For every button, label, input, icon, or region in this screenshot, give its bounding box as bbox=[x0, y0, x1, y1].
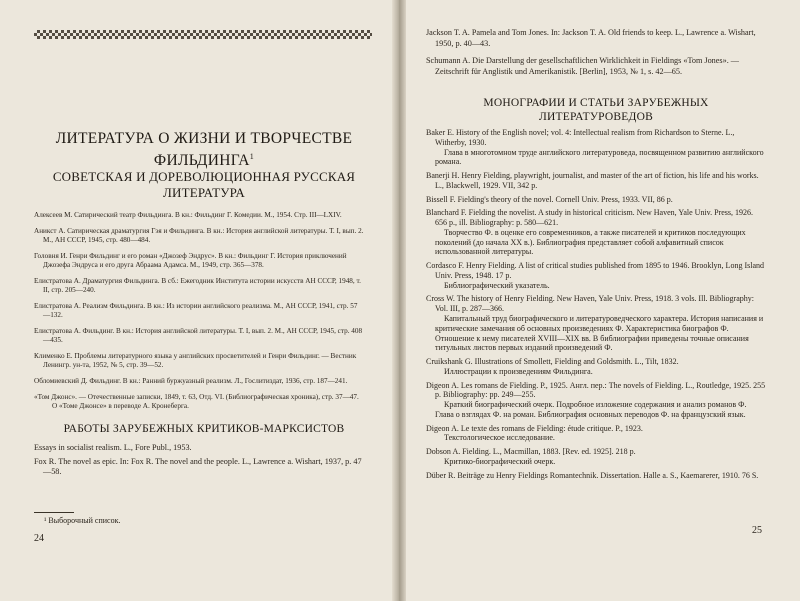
bib-annotation: Библиографический указатель. bbox=[444, 280, 550, 290]
main-heading: ЛИТЕРАТУРА О ЖИЗНИ И ТВОРЧЕСТВЕ ФИЛЬДИНГА$^1$ bbox=[55, 130, 353, 170]
bibliography-list-monographs bbox=[426, 128, 766, 485]
bib-entry: «Том Джонс». — Отечественные записки, 1849, т. 63, Отд. VI. (Библиографическая хроника), стр. 37—47. О «Томе Джонсе» в переводе А. Кронеберга. bbox=[34, 393, 364, 411]
bib-entry: Cordasco F. Henry Fielding. A list of critical studies published from 1895 to 1946. Brooklyn, Long Island Univ. Press, 1948. 17 p. Библиографический указатель. bbox=[426, 261, 764, 290]
bibliography-list-marxist bbox=[34, 443, 364, 485]
page-number-left: 24 bbox=[34, 533, 44, 544]
bib-entry: Banerji H. Henry Fielding, playwright, journalist, and master of the art of fiction, his life and his works. L., Blackwell, 1929. VII, 342 p. bbox=[426, 171, 759, 190]
bib-entry: Клименко Е. Проблемы литературного языка у английских просветителей и Генри Фильдинг. — Вестник Ленингр. ун-та, 1952, № 5, стр. 39—52. bbox=[34, 352, 357, 369]
bib-annotation: Глава в многотомном труде английского литературоведа, посвященном развитию английского романа. bbox=[435, 147, 764, 167]
footnote: ¹ Выборочный список. bbox=[44, 516, 121, 525]
bib-entry: Baker E. History of the English novel; vol. 4: Intellectual realism from Richardson to Sterne. L., Witherby, 1930. Глава в многотомном труде английского литературоведа, посвященном развитию английского романа. bbox=[426, 128, 766, 167]
bib-annotation: Иллюстрации к произведениям Фильдинга. bbox=[444, 366, 593, 376]
bib-entry: Bissell F. Fielding's theory of the novel. Cornell Univ. Press, 1933. VII, 86 p. bbox=[426, 194, 673, 204]
bib-entry: Blanchard F. Fielding the novelist. A study in historical criticism. New Haven, Yale Univ. Press, 1926. 656 p., ill. Bibliography: p. 580—621. Творчество Ф. в оценке его современников, а также писателей и критиков последующих поколений (до начала XX в.). Библиография представляет собой алфавитный список использованной литературы. bbox=[426, 208, 766, 257]
bib-entry: Обломиевский Д. Фильдинг. В кн.: Ранний буржуазный реализм. Л., Гослитиздат, 1936, стр. 187—241. bbox=[34, 377, 348, 385]
bib-entry: Головня И. Генри Фильдинг и его роман «Джозеф Эндрус». В кн.: Фильдинг Г. История приключений Джозефа Эндруса и его друга Абраама Адамса. М., 1949, стр. 365—378. bbox=[34, 252, 347, 269]
footnote-rule bbox=[34, 512, 74, 513]
section-heading-monographs: МОНОГРАФИИ И СТАТЬИ ЗАРУБЕЖНЫХ ЛИТЕРАТУРОВЕДОВ bbox=[483, 97, 709, 123]
bib-entry: Елистратова А. Драматургия Фильдинга. В сб.: Ежегодник Института истории искусств АН СССР, 1948, т. II, стр. 205—240. bbox=[34, 277, 361, 294]
bib-entry: Düber R. Beiträge zu Henry Fieldings Romantechnik. Dissertation. Halle a. S., Kaemarerer, 1910. 76 S. bbox=[426, 470, 759, 480]
bibliography-list-continued bbox=[426, 28, 766, 84]
bib-entry: Dobson A. Fielding. L., Macmillan, 1883. [Rev. ed. 1925]. 218 p. Критико-биографический очерк. bbox=[426, 447, 766, 467]
bib-entry: Алексеев М. Сатирический театр Фильдинга. В кн.: Фильдинг Г. Комедии. М., 1954. Стр. III—LXIV. bbox=[34, 211, 342, 219]
bib-entry: Essays in socialist realism. L., Fore Publ., 1953. bbox=[34, 443, 192, 452]
bib-annotation: Критико-биографический очерк. bbox=[444, 456, 556, 466]
bib-entry: Елистратова А. Реализм Фильдинга. В кн.: Из истории английского реализма. М., АН СССР, 1941, стр. 57—132. bbox=[34, 302, 358, 319]
bib-entry: Елистратова А. Фильдинг. В кн.: История английской литературы. Т. I, вып. 2. М., АН СССР, 1945, стр. 408—435. bbox=[34, 327, 363, 344]
bib-annotation: Капитальный труд биографического и литературоведческого характера. История написания и критические замечания об основных произведениях Ф. Характеристика биографов Ф. Отношение к нему писателей XVIII—XIX вв. В библиографии приведены точные описания титульных листов первых изданий произведений Ф. bbox=[435, 314, 764, 353]
bib-annotation: Краткий биографический очерк. Подробное изложение содержания и анализ романов Ф. Глава о взглядах Ф. на роман. Библиография основных переводов Ф. на французский язык. bbox=[435, 400, 747, 419]
bib-entry: Jackson T. A. Pamela and Tom Jones. In: Jackson T. A. Old friends to keep. L., Lawrence a. Wishart, 1950, p. 40—43. bbox=[426, 28, 756, 48]
bibliography-list-russian bbox=[34, 211, 364, 411]
bib-annotation: Текстологическое исследование. bbox=[444, 433, 555, 443]
bib-entry: Schumann A. Die Darstellung der gesellschaftlichen Wirklichkeit in Fieldings «Tom Jones». — Zeitschrift für Anglistik und Amerikanistik. [Berlin], 1953, № 1, s. 42—65. bbox=[426, 56, 739, 76]
bib-annotation: О «Томе Джонсе» в переводе А. Кронеберга. bbox=[52, 402, 189, 410]
bib-entry: Fox R. The novel as epic. In: Fox R. The novel and the people. L., Lawrence a. Wishart, 1937, p. 47—58. bbox=[34, 456, 362, 477]
bib-annotation: Творчество Ф. в оценке его современников, а также писателей и критиков последующих поколений (до начала XX в.). Библиография представляет собой алфавитный список использованной литературы. bbox=[435, 227, 746, 257]
header-ornament bbox=[34, 30, 372, 39]
bib-entry: Cruikshank G. Illustrations of Smollett, Fielding and Goldsmith. L., Tilt, 1832. Иллюстрации к произведениям Фильдинга. bbox=[426, 357, 766, 377]
bib-entry: Digeon A. Les romans de Fielding. P., 1925. Англ. пер.: The novels of Fielding. L., Routledge, 1925. 255 p. Bibliography: pp. 249—255. Краткий биографический очерк. Подробное изложение содержания и анализ романов Ф. Глава о взглядах Ф. на роман. Библиография основных переводов Ф. на французский язык. bbox=[426, 380, 766, 419]
section-heading-marxist-critics: РАБОТЫ ЗАРУБЕЖНЫХ КРИТИКОВ-МАРКСИСТОВ bbox=[63, 423, 345, 435]
section-heading-soviet-literature: СОВЕТСКАЯ И ДОРЕВОЛЮЦИОННАЯ РУССКАЯ ЛИТЕРАТУРА bbox=[52, 169, 356, 200]
footnote-marker: 1 bbox=[249, 152, 255, 161]
bib-entry: Digeon A. Le texte des romans de Fielding: étude critique. P., 1923. Текстологическое исследование. bbox=[426, 424, 766, 444]
book-gutter bbox=[392, 0, 406, 601]
page-number-right: 25 bbox=[752, 525, 762, 536]
bib-entry: Аникст А. Сатирическая драматургия Гэя и Фильдинга. В кн.: История английской литературы. Т. I, вып. 2. М., АН СССР, 1945, стр. 480—484. bbox=[34, 227, 364, 244]
bib-entry: Cross W. The history of Henry Fielding. New Haven, Yale Univ. Press, 1918. 3 vols. Ill. Bibliography: Vol. III, p. 287—366. Капитальный труд биографического и литературоведческого характера. История написания и критические замечания об основных произведениях Ф. Характеристика биографов Ф. Отношение к нему писателей XVIII—XIX вв. В библиографии приведены точные описания титульных листов первых изданий произведений Ф. bbox=[426, 294, 766, 353]
